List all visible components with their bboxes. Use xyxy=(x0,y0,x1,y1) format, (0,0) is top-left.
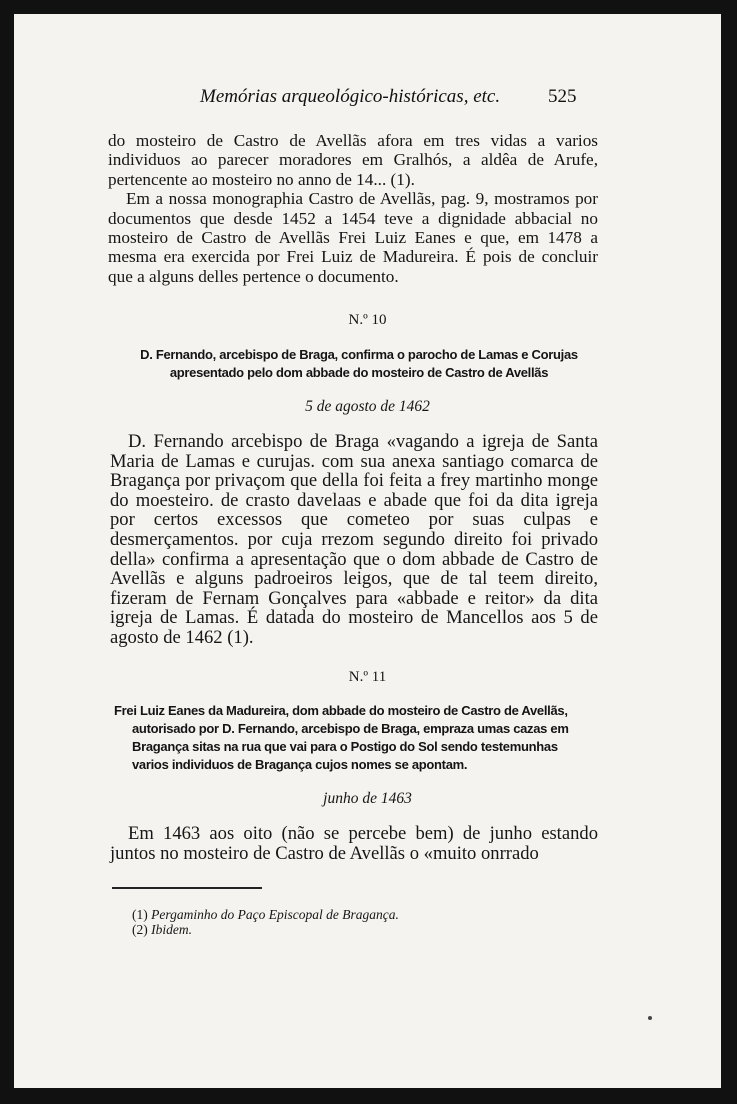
document-number: N.º 10 xyxy=(348,312,387,328)
footnote xyxy=(132,907,572,922)
running-header xyxy=(14,86,721,116)
footnote-mark: (1) xyxy=(132,907,148,922)
document-body xyxy=(110,432,598,648)
document-title-line: apresentado pelo dom abbade do mosteiro de Castro de Avellãs xyxy=(169,365,549,380)
document-page xyxy=(14,14,721,1088)
document-title xyxy=(104,346,614,382)
page-number: 525 xyxy=(548,86,577,107)
document-body xyxy=(110,824,598,863)
document-title-line: varios individuos de Bragança cujos nomes se apontam. xyxy=(132,757,468,772)
footnotes xyxy=(132,907,572,937)
document-date: junho de 1463 xyxy=(323,790,412,807)
running-title: Memórias arqueológico-históricas, etc. xyxy=(200,86,501,107)
document-title-line: D. Fernando, arcebispo de Braga, confirma o parocho de Lamas e Corujas xyxy=(140,347,578,362)
document-body-text: Em 1463 aos oito (não se percebe bem) de junho estando juntos no mosteiro de Castro de Avellãs o «muito onrrado xyxy=(110,823,598,864)
document-title-line: Bragança sitas na rua que vai para o Postigo do Sol sendo testemunhas xyxy=(132,739,558,754)
intro-text xyxy=(108,131,598,286)
footnote-text: Ibidem. xyxy=(151,922,192,937)
footnote xyxy=(132,922,572,937)
footnote-text: Pergaminho do Paço Episcopal de Bragança. xyxy=(151,907,399,922)
footnote-divider xyxy=(112,887,262,889)
intro-paragraph: do mosteiro de Castro de Avellãs afora em tres vidas a varios individuos ao parecer moradores em Gralhós, a aldêa de Arufe, pertencente ao mosteiro no anno de 14... (1). xyxy=(108,131,598,189)
intro-paragraph: Em a nossa monographia Castro de Avellãs, pag. 9, mostramos por documentos que desde 1452 a 1454 teve a dignidade abbacial no mosteiro de Castro de Avellãs Frei Luiz Eanes e que, em 1478 a mesma era exercida por Frei Luiz de Madureira. É pois de concluir que a alguns delles pertence o documento. xyxy=(108,189,598,286)
document-date: 5 de agosto de 1462 xyxy=(305,398,430,415)
footnote-mark: (2) xyxy=(132,922,148,937)
document-title-line: autorisado por D. Fernando, arcebispo de Braga, empraza umas cazas em xyxy=(132,721,569,736)
document-title xyxy=(114,702,604,774)
document-title-line: Frei Luiz Eanes da Madureira, dom abbade do mosteiro de Castro de Avellãs, xyxy=(114,703,568,718)
paper-speck xyxy=(648,1016,652,1020)
document-number: N.º 11 xyxy=(348,669,387,685)
document-body-text: D. Fernando arcebispo de Braga «vagando a igreja de Santa Maria de Lamas e curujas. com sua anexa santiago comarca de Bragança por privaçom que della foi feita a frey martinho monge do moesteiro. de crasto davelaas e abade que foi da dita igreja por certos excessos que cometeo por suas culpas e desmerçamentos. por cuja rrezom segundo direito foi privado della» confirma a apresentação que o dom abbade de Castro de Avellãs e alguns padroeiros leigos, que de tal teem direito, fizeram de Fernam Gonçalves para «abbade e reitor» da dita igreja de Lamas. É datada do mosteiro de Mancellos aos 5 de agosto de 1462 (1). xyxy=(110,431,598,648)
